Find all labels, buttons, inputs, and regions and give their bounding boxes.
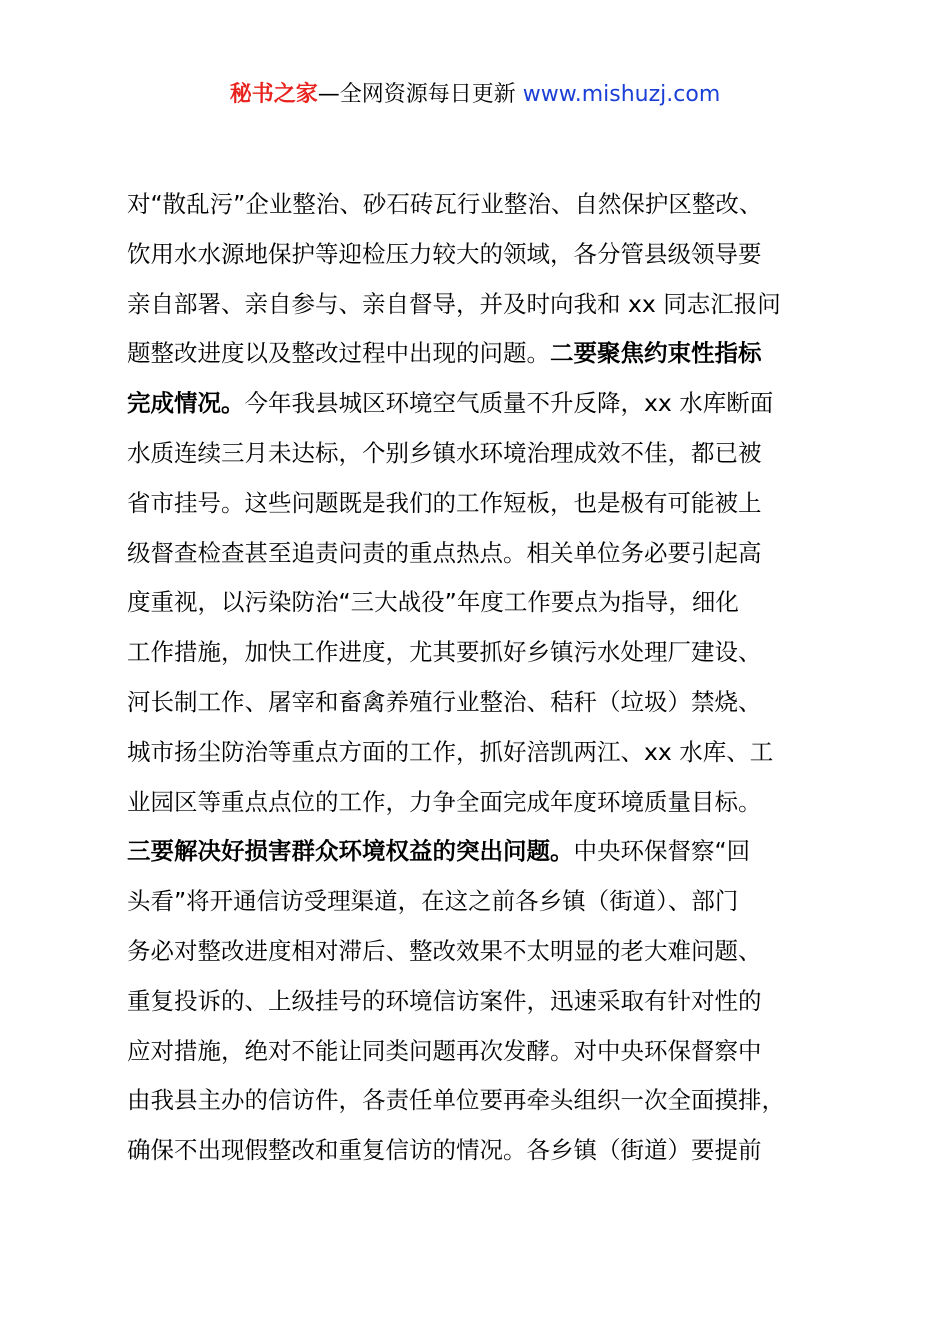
text-line: [127, 827, 847, 877]
body-text-run: 省市挂号。这些问题既是我们的工作短板，也是极有可能被上: [127, 488, 762, 517]
text-line: [127, 678, 847, 728]
body-text-run: 河长制工作、屠宰和畜禽养殖行业整治、秸秆（垃圾）禁烧、: [127, 687, 762, 716]
text-line: [127, 230, 847, 280]
header-tagline: —全网资源每日更新: [317, 82, 523, 107]
body-text-run: 对“散乱污”企业整治、砂石砖瓦行业整治、自然保护区整改、: [127, 190, 763, 218]
body-text-run: 业园区等重点点位的工作，力争全面完成年度环境质量目标。: [127, 787, 762, 816]
text-line: [127, 977, 847, 1027]
page-header: [0, 78, 950, 112]
text-line: [127, 927, 847, 977]
body-text-run: 级督查检查甚至追责问责的重点热点。相关单位务必要引起高: [127, 538, 762, 567]
body-text-run: 中央环保督察“回: [573, 837, 751, 866]
body-text-run: 水质连续三月未达标，个别乡镇水环境治理成效不佳，都已被: [127, 438, 762, 467]
text-line: [127, 479, 847, 529]
text-line: [127, 280, 847, 330]
body-text-run: 头看”将开通信访受理渠道，在这之前各乡镇（街道）、部门: [127, 887, 739, 916]
text-line: [127, 877, 847, 927]
text-line: [127, 429, 847, 479]
body-text-run: 亲自部署、亲自参与、亲自督导，并及时向我和 xx 同志汇报问: [127, 289, 781, 318]
body-text-run: 重复投诉的、上级挂号的环境信访案件，迅速采取有针对性的: [127, 986, 762, 1015]
bold-heading-text: 三要解决好损害群众环境权益的突出问题。: [127, 837, 574, 866]
text-line: [127, 1126, 847, 1176]
body-text-run: 务必对整改进度相对滞后、整改效果不太明显的老大难问题、: [127, 936, 762, 965]
text-line: [127, 1076, 847, 1126]
body-text-run: 饮用水水源地保护等迎检压力较大的领域，各分管县级领导要: [127, 239, 762, 268]
body-text-run: 工作措施，加快工作进度，尤其要抓好乡镇污水处理厂建设、: [127, 638, 762, 667]
text-line: [127, 379, 847, 429]
text-line: [127, 180, 847, 230]
site-url-link[interactable]: www.mishuzj.com: [522, 82, 721, 107]
body-text-run: 由我县主办的信访件，各责任单位要再牵头组织一次全面摸排，: [127, 1086, 785, 1115]
brand-name: 秘书之家: [229, 82, 318, 107]
text-line: [127, 628, 847, 678]
body-text-run: 今年我县城区环境空气质量不升反降，xx 水库断面: [244, 389, 774, 418]
body-text-run: 题整改进度以及整改过程中出现的问题。: [127, 339, 550, 368]
body-text-run: 城市扬尘防治等重点方面的工作，抓好涪凯两江、xx 水库、工: [127, 737, 774, 766]
text-line: [127, 728, 847, 778]
body-text-run: 确保不出现假整改和重复信访的情况。各乡镇（街道）要提前: [127, 1136, 762, 1165]
text-line: [127, 778, 847, 828]
text-line: [127, 1027, 847, 1077]
body-text-run: 应对措施，绝对不能让同类问题再次发酵。对中央环保督察中: [127, 1036, 762, 1065]
text-line: [127, 578, 847, 628]
body-text-run: 度重视，以污染防治“三大战役”年度工作要点为指导，细化: [127, 588, 739, 617]
document-body: [127, 180, 847, 1176]
text-line: [127, 329, 847, 379]
bold-heading-text: 完成情况。: [127, 389, 245, 418]
text-line: [127, 529, 847, 579]
bold-heading-text: 二要聚焦约束性指标: [550, 339, 762, 368]
